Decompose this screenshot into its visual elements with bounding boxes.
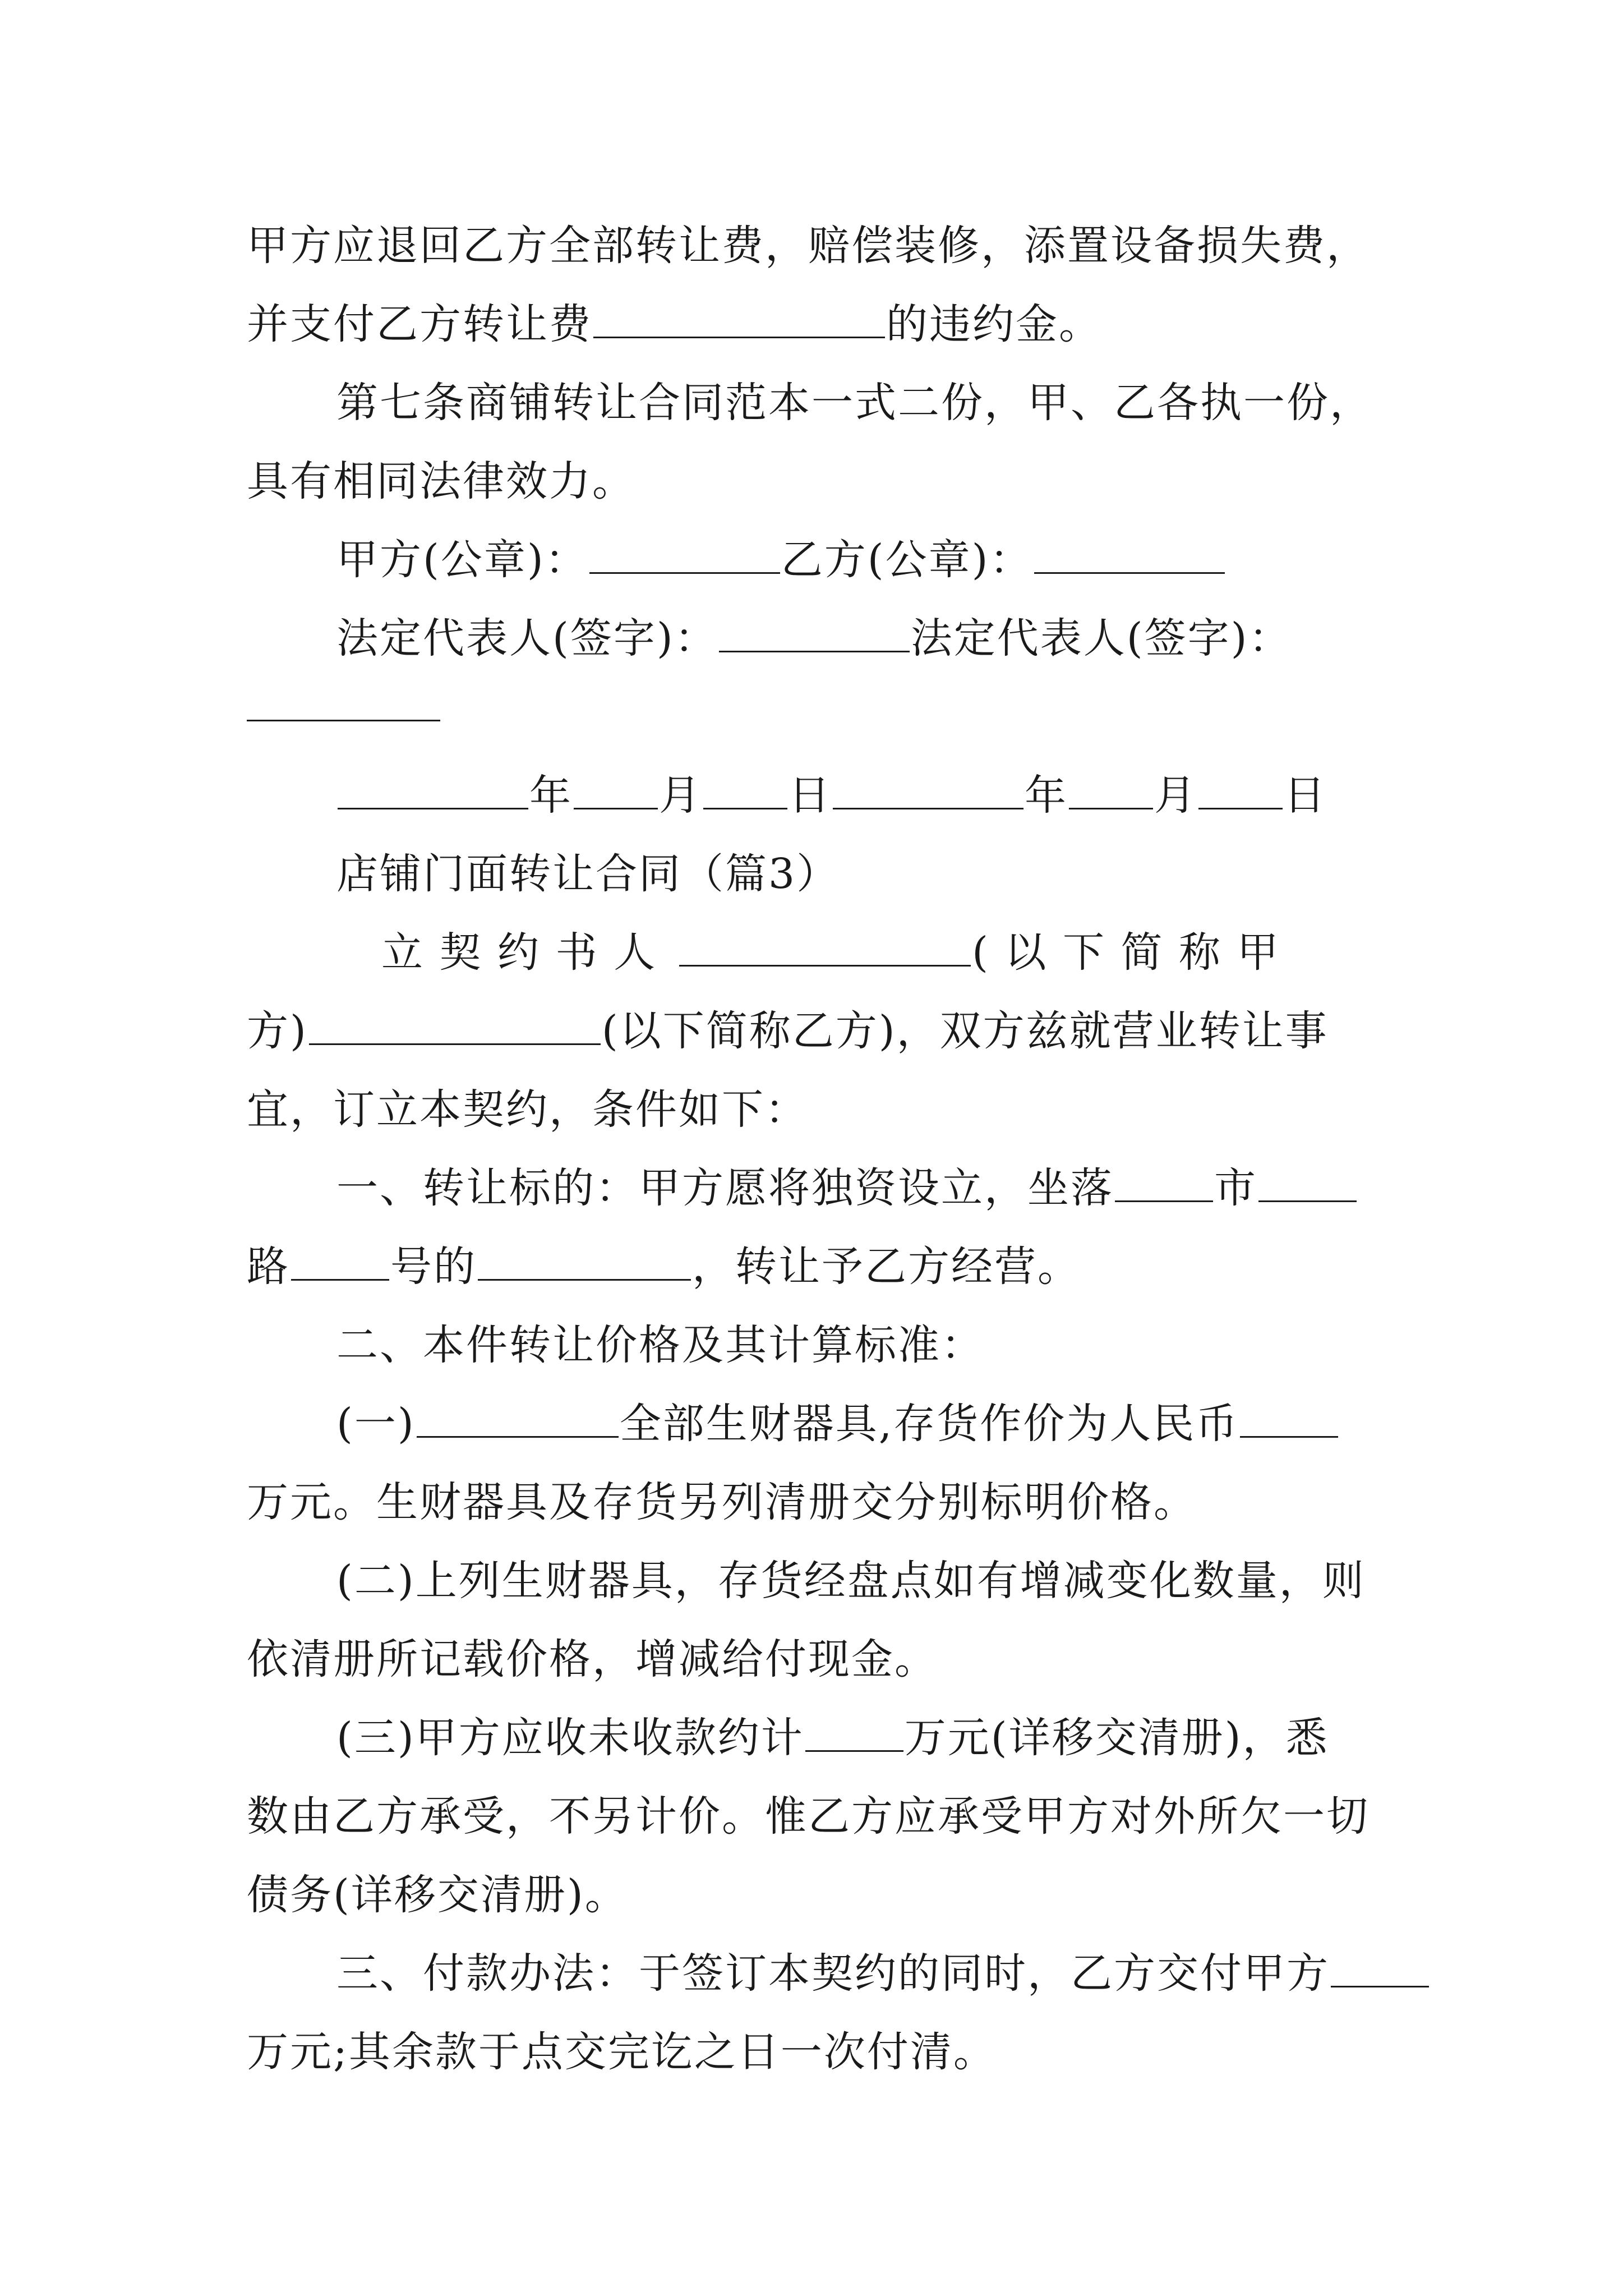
party-b-rep-label: 法定代表人(签字)：: [910, 614, 1292, 662]
text: 万元;其余款于点交完讫之日一次付清。: [247, 2028, 997, 2076]
text-line: [247, 2010, 997, 2094]
text: 年: [529, 771, 573, 820]
text-line: [247, 204, 1370, 288]
blank-field: [478, 1243, 691, 1281]
blank-field: [1331, 1950, 1429, 1987]
text: 月: [659, 771, 702, 820]
blank-field: [309, 1007, 601, 1045]
blank-field: [247, 720, 440, 721]
blank-field: [1115, 1165, 1213, 1202]
text-line: [247, 1225, 1081, 1309]
blank-field: [719, 615, 910, 652]
text: 万元(详移交清册)，悉: [904, 1714, 1329, 1762]
text: (以下简称乙方)，双方兹就营业转让事: [601, 1007, 1329, 1055]
section-title: [336, 832, 840, 916]
text-line: [336, 1382, 1339, 1466]
text: (二)上列生财器具，存货经盘点如有增减变化数量，则: [336, 1557, 1366, 1605]
text: 路: [247, 1243, 290, 1291]
text: 二、本件转让价格及其计算标准：: [336, 1321, 984, 1369]
text: 一、转让标的：甲方愿将独资设立，坐落: [336, 1164, 1114, 1212]
text-line: [336, 361, 1373, 445]
text-line: [247, 1853, 628, 1937]
party-a-rep-label: 法定代表人(签字)：: [336, 614, 718, 662]
text-line: [336, 1696, 1329, 1780]
text-line: [336, 1303, 984, 1387]
text: 日: [1284, 771, 1327, 820]
signature-line: [336, 596, 1292, 680]
blank-field: [679, 929, 971, 967]
text-line: [336, 1146, 1358, 1230]
text: ( 以 下 简 称 甲: [972, 928, 1280, 977]
text: 店铺门面转让合同（篇3）: [336, 850, 840, 898]
text: ，转让予乙方经营。: [692, 1243, 1081, 1291]
blank-field: [291, 1243, 389, 1281]
text: 全部生财器具,存货作价为人民币: [619, 1400, 1239, 1448]
text: 立 契 约 书 人: [381, 928, 657, 977]
text: 方): [247, 1007, 308, 1055]
text-line: [247, 1460, 1197, 1544]
text-line: [247, 1068, 808, 1152]
text: 甲方应退回乙方全部转让费，赔偿装修，添置设备损失费，: [247, 222, 1370, 270]
text: 并支付乙方转让费: [247, 300, 592, 348]
text: 具有相同法律效力。: [247, 457, 635, 505]
text: 宜，订立本契约，条件如下：: [247, 1085, 808, 1134]
text-line: [247, 989, 1329, 1073]
blank-field: [338, 772, 528, 809]
blank-field: [1069, 772, 1153, 809]
text: 年: [1025, 771, 1068, 820]
blank-field: [1034, 536, 1225, 574]
text-line: [247, 1617, 938, 1701]
party-a-seal-label: 甲方(公章)：: [336, 536, 588, 584]
blank-field: [1240, 1400, 1338, 1438]
blank-field: [703, 772, 787, 809]
text: 万元。生财器具及存货另列清册交分别标明价格。: [247, 1478, 1197, 1526]
text: 月: [1154, 771, 1197, 820]
blank-field: [1258, 1165, 1357, 1202]
text-line: [247, 282, 1102, 366]
text-line: [381, 910, 1280, 995]
party-b-seal-label: 乙方(公章)：: [781, 536, 1033, 584]
blank-field: [574, 772, 658, 809]
blank-field: [833, 772, 1023, 809]
blank-field: [589, 536, 780, 574]
text-line: [336, 1539, 1366, 1623]
date-line: [336, 753, 1327, 838]
text: (一): [336, 1400, 416, 1448]
signature-line: [336, 518, 1226, 602]
blank-field: [1198, 772, 1283, 809]
text-line: [247, 1774, 1370, 1858]
text-line: [247, 439, 635, 523]
blank-field: [417, 1400, 619, 1438]
text-line: [336, 1931, 1430, 2016]
text: 依清册所记载价格，增减给付现金。: [247, 1635, 938, 1683]
text: 日: [789, 771, 832, 820]
text: (三)甲方应收未收款约计: [336, 1714, 804, 1762]
text: 市: [1214, 1164, 1257, 1212]
text: 号的: [390, 1243, 477, 1291]
text: 的违约金。: [886, 300, 1102, 348]
text: 债务(详移交清册)。: [247, 1871, 628, 1919]
text: 数由乙方承受，不另计价。惟乙方应承受甲方对外所欠一切: [247, 1792, 1370, 1841]
text: 三、付款办法：于签订本契约的同时，乙方交付甲方: [336, 1949, 1330, 1998]
text: 第七条商铺转让合同范本一式二份，甲、乙各执一份，: [336, 379, 1373, 427]
blank-field: [805, 1714, 903, 1752]
blank-field: [593, 301, 885, 338]
